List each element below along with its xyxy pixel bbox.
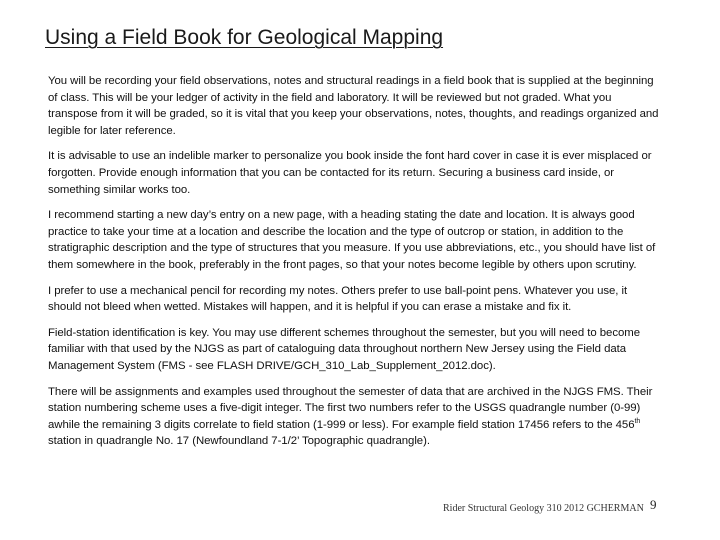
paragraph-station-identification: Field-station identification is key. You may use different schemes throughout the semester, but you will need to become familiar with that used by the NJGS as part of cataloguing data throughout northern New Jersey using the Field data Management System (FMS - see FLASH DRIVE/GCH_310_Lab_Supplement_2012.doc). [48, 326, 640, 372]
slide-body [48, 73, 662, 450]
paragraph-writing-tools: I prefer to use a mechanical pencil for recording my notes. Others prefer to use ball-point pens. Whatever you use, it should not bleed when wetted. Mistakes will happen, and it is helpful if you can erase a mistake and fix it. [48, 284, 628, 314]
paragraph-station-numbering [48, 384, 662, 450]
ordinal-superscript: th [634, 417, 641, 425]
slide-title: Using a Field Book for Geological Mapping [45, 26, 444, 49]
paragraph-personalize-book: It is advisable to use an indelible marker to personalize you book inside the font hard cover in case it is ever misplaced or forgotten. Provide enough information that you can be contacted for its return. Securing a business card inside, or something similar works too. [48, 150, 652, 196]
station-numbering-text-end: station in quadrangle No. 17 (Newfoundland 7-1/2’ Topographic quadrangle). [48, 435, 430, 448]
station-numbering-text: There will be assignments and examples used throughout the semester of data that are archived in the NJGS FMS. Their station numbering scheme uses a five-digit integer. The first two numbers refer to the USGS quadrangle number (0-99) awhile the remaining 3 digits correlate to field station (1-999 or less). For example field station 17456 refers to the 456 [48, 385, 653, 431]
slide-footer: Rider Structural Geology 310 2012 GCHERMAN [443, 503, 644, 514]
paragraph-field-book-intro: You will be recording your field observations, notes and structural readings in a field book that is supplied at the beginning of class. This will be your ledger of activity in the field and laboratory. It will be reviewed but not graded. What you transpose from it will be graded, so it is vital that you keep your observations, notes, thoughts, and readings organized and legible for later reference. [48, 75, 659, 137]
page-number: 9 [650, 497, 657, 512]
paragraph-daily-entries: I recommend starting a new day’s entry on a new page, with a heading stating the date and location. It is always good practice to take your time at a location and describe the location and the type of outcrop or station, in addition to the stratigraphic description and the type of structures that you measure. If you use abbreviations, etc., you should have list of them somewhere in the book, preferably in the front pages, so that your notes become legible by others upon scrutiny. [48, 209, 656, 271]
